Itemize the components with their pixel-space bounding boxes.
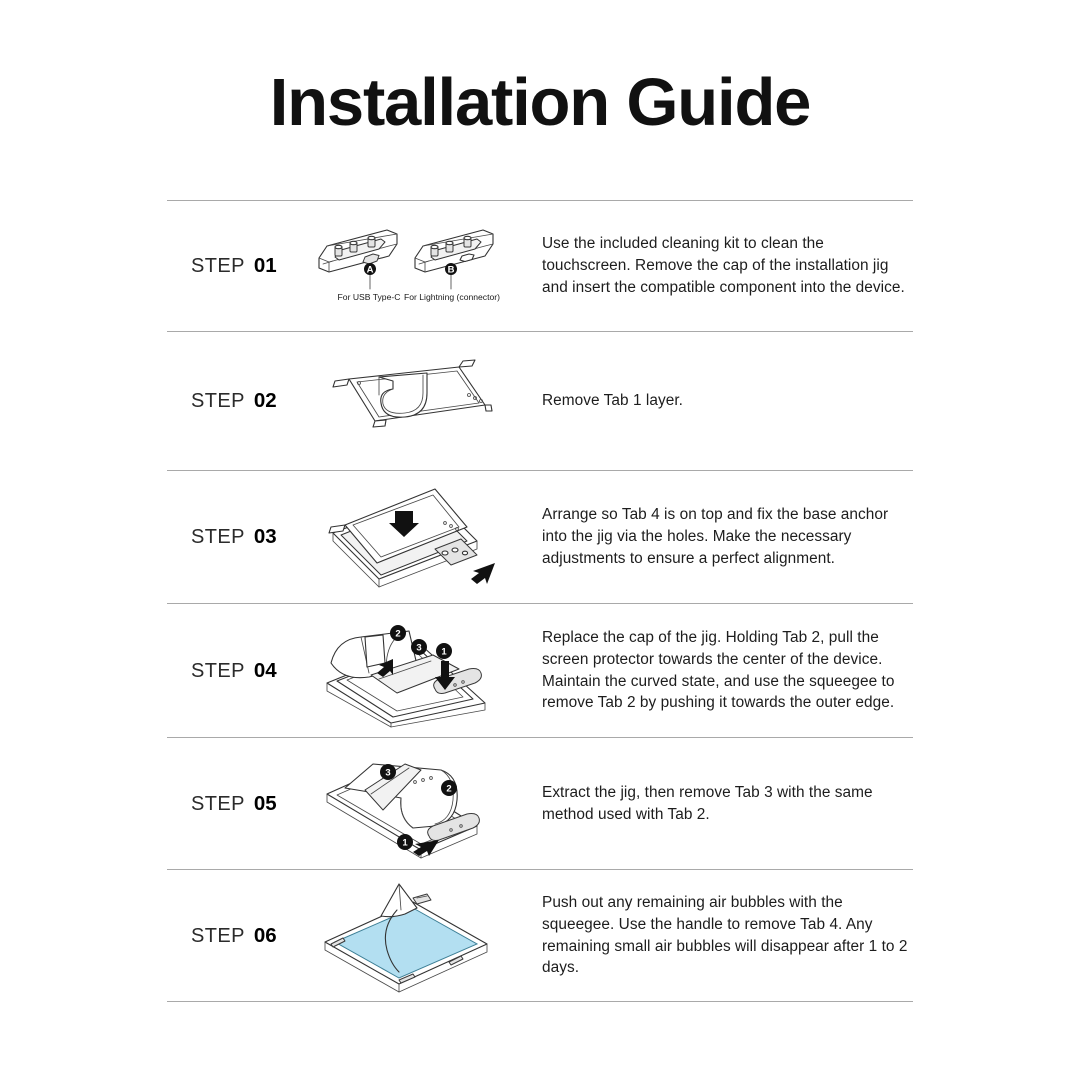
step-word: STEP	[191, 659, 245, 682]
badge-2-label: 2	[395, 628, 401, 640]
step-label-06	[167, 924, 309, 948]
step-number: 04	[253, 658, 277, 682]
step-figure-03	[309, 483, 501, 591]
step-figure-05	[309, 748, 501, 860]
steps-list	[167, 200, 913, 1002]
step-number: 01	[253, 254, 277, 277]
air-bubbles-tab4-icon	[309, 880, 501, 992]
tab2-pull-squeegee-icon	[309, 615, 501, 727]
page-title: Installation Guide	[269, 65, 811, 140]
step-figure-01	[309, 216, 501, 316]
installation-jig-caps-icon	[309, 216, 501, 316]
step-number: 03	[253, 525, 277, 548]
step-text-06: Push out any remaining air bubbles with the squeegee. Use the handle to remove Tab 4. Any remaining small air bubbles will disappear after 1 to 2 days.	[542, 894, 908, 977]
step-label-03	[167, 525, 309, 549]
step-word: STEP	[191, 255, 245, 277]
step-number: 05	[253, 791, 277, 815]
badge-2-label: 2	[446, 783, 452, 795]
step-figure-04	[309, 615, 501, 727]
badge-3-label: 3	[416, 642, 422, 654]
step-row	[167, 738, 913, 869]
step-label-01	[167, 254, 309, 278]
screen-protector-tab1-peel-icon	[309, 351, 501, 451]
badge-a-label: A	[366, 264, 374, 276]
step-word: STEP	[191, 792, 245, 815]
step-label-04	[167, 659, 309, 683]
step-text-03: Arrange so Tab 4 is on top and fix the base anchor into the jig via the holes. Make the necessary adjustments to ensure a perfect alignment.	[542, 506, 889, 567]
step-label-02	[167, 389, 309, 413]
badge-3-label: 3	[385, 767, 391, 779]
caption-usb-type-c: For USB Type-C	[337, 292, 401, 302]
step-text-05: Extract the jig, then remove Tab 3 with the same method used with Tab 2.	[542, 783, 873, 823]
jig-alignment-icon	[309, 483, 501, 591]
badge-b-label: B	[447, 264, 455, 276]
step-row	[167, 332, 913, 470]
step-number: 02	[253, 389, 277, 412]
step-word: STEP	[191, 924, 245, 947]
step-word: STEP	[191, 390, 245, 412]
step-text-02: Remove Tab 1 layer.	[542, 392, 683, 410]
divider-bottom	[167, 1001, 913, 1002]
badge-1-label: 1	[441, 646, 447, 658]
step-text-04: Replace the cap of the jig. Holding Tab 2, pull the screen protector towards the center of the device. Maintain the curved state, and use the squeegee to remove Tab 2 by pushing it towards the outer edge.	[542, 629, 895, 712]
step-figure-06	[309, 880, 501, 992]
step-word: STEP	[191, 526, 245, 548]
step-label-05	[167, 792, 309, 816]
step-number: 06	[253, 923, 277, 947]
step-figure-02	[309, 351, 501, 451]
extract-jig-tab3-icon	[309, 748, 501, 860]
step-row	[167, 604, 913, 737]
badge-1-label: 1	[402, 837, 408, 849]
step-row	[167, 201, 913, 331]
step-row	[167, 471, 913, 603]
step-text-01: Use the included cleaning kit to clean the touchscreen. Remove the cap of the installation jig and insert the compatible component into the device.	[542, 235, 905, 296]
step-row	[167, 870, 913, 1001]
caption-lightning: For Lightning (connector)	[403, 292, 501, 302]
